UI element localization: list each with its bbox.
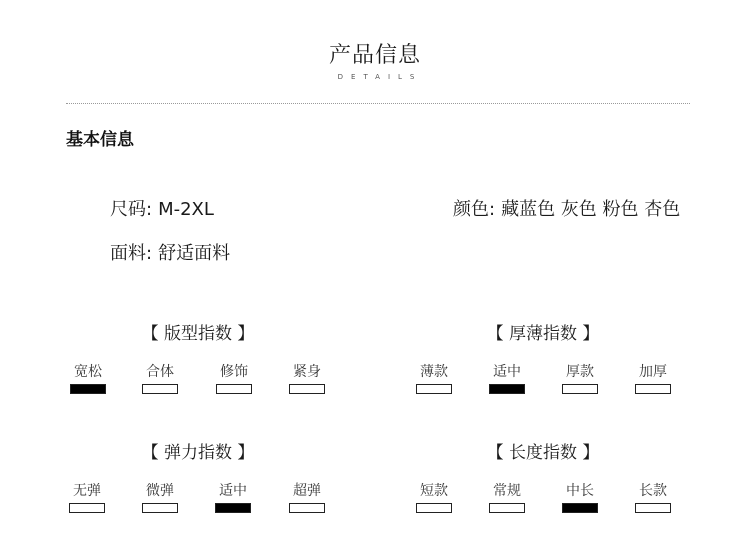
length-option-indicator [489,503,525,513]
fit-option [204,363,264,394]
elasticity-option-label: 微弹 [146,483,174,499]
length-option-label: 短款 [420,483,448,499]
thickness-option [623,363,683,394]
fit-option-label: 紧身 [293,364,321,380]
length-option [477,482,537,513]
color-value: 藏蓝色 灰色 粉色 杏色 [501,199,681,220]
size-value: M-2XL [158,199,214,220]
thickness-option-label: 加厚 [639,364,667,380]
fit-option-label: 合体 [146,364,174,380]
thickness-option [404,363,464,394]
length-option-indicator [635,503,671,513]
fit-option-indicator [142,384,178,394]
fit-option-label: 宽松 [74,364,102,380]
color-info [453,195,680,221]
thickness-option-label: 薄款 [420,364,448,380]
elasticity-option [203,482,263,513]
size-label: 尺码: [110,199,153,220]
elasticity-option-indicator [142,503,178,513]
elasticity-option-indicator [215,503,251,513]
color-label: 颜色: [453,199,496,220]
fit-option-indicator [216,384,252,394]
page-title: 产品信息 [328,43,421,68]
size-info [110,195,214,221]
thickness-option-indicator [635,384,671,394]
elasticity-option-indicator [69,503,105,513]
thickness-option-label: 适中 [493,364,521,380]
length-option [623,482,683,513]
thickness-option-label: 厚款 [566,364,594,380]
thickness-scale-title: 【 厚薄指数 】 [486,324,600,344]
fit-option-label: 修饰 [220,364,248,380]
elasticity-option [57,482,117,513]
elasticity-option [277,482,337,513]
fit-option [130,363,190,394]
fit-option-indicator [70,384,106,394]
section-heading-basic-info: 基本信息 [66,130,134,150]
length-option [404,482,464,513]
thickness-option-indicator [489,384,525,394]
elasticity-option [130,482,190,513]
thickness-option [477,363,537,394]
length-option-label: 常规 [493,483,521,499]
length-option-indicator [562,503,598,513]
elasticity-scale-title: 【 弹力指数 】 [141,443,255,463]
thickness-option-indicator [562,384,598,394]
elasticity-option-label: 超弹 [293,483,321,499]
page-subtitle: DETAILS [337,73,423,81]
fabric-value: 舒适面料 [158,243,231,264]
length-option-label: 中长 [566,483,594,499]
elasticity-option-label: 适中 [219,483,247,499]
length-option-label: 长款 [639,483,667,499]
elasticity-option-indicator [289,503,325,513]
elasticity-option-label: 无弹 [73,483,101,499]
fit-option [58,363,118,394]
dotted-divider [66,103,690,104]
fabric-info [110,239,230,265]
thickness-option [550,363,610,394]
fit-option-indicator [289,384,325,394]
fit-option [277,363,337,394]
length-scale-title: 【 长度指数 】 [486,443,600,463]
length-option [550,482,610,513]
fabric-label: 面料: [110,243,153,264]
fit-scale-title: 【 版型指数 】 [141,324,255,344]
thickness-option-indicator [416,384,452,394]
length-option-indicator [416,503,452,513]
